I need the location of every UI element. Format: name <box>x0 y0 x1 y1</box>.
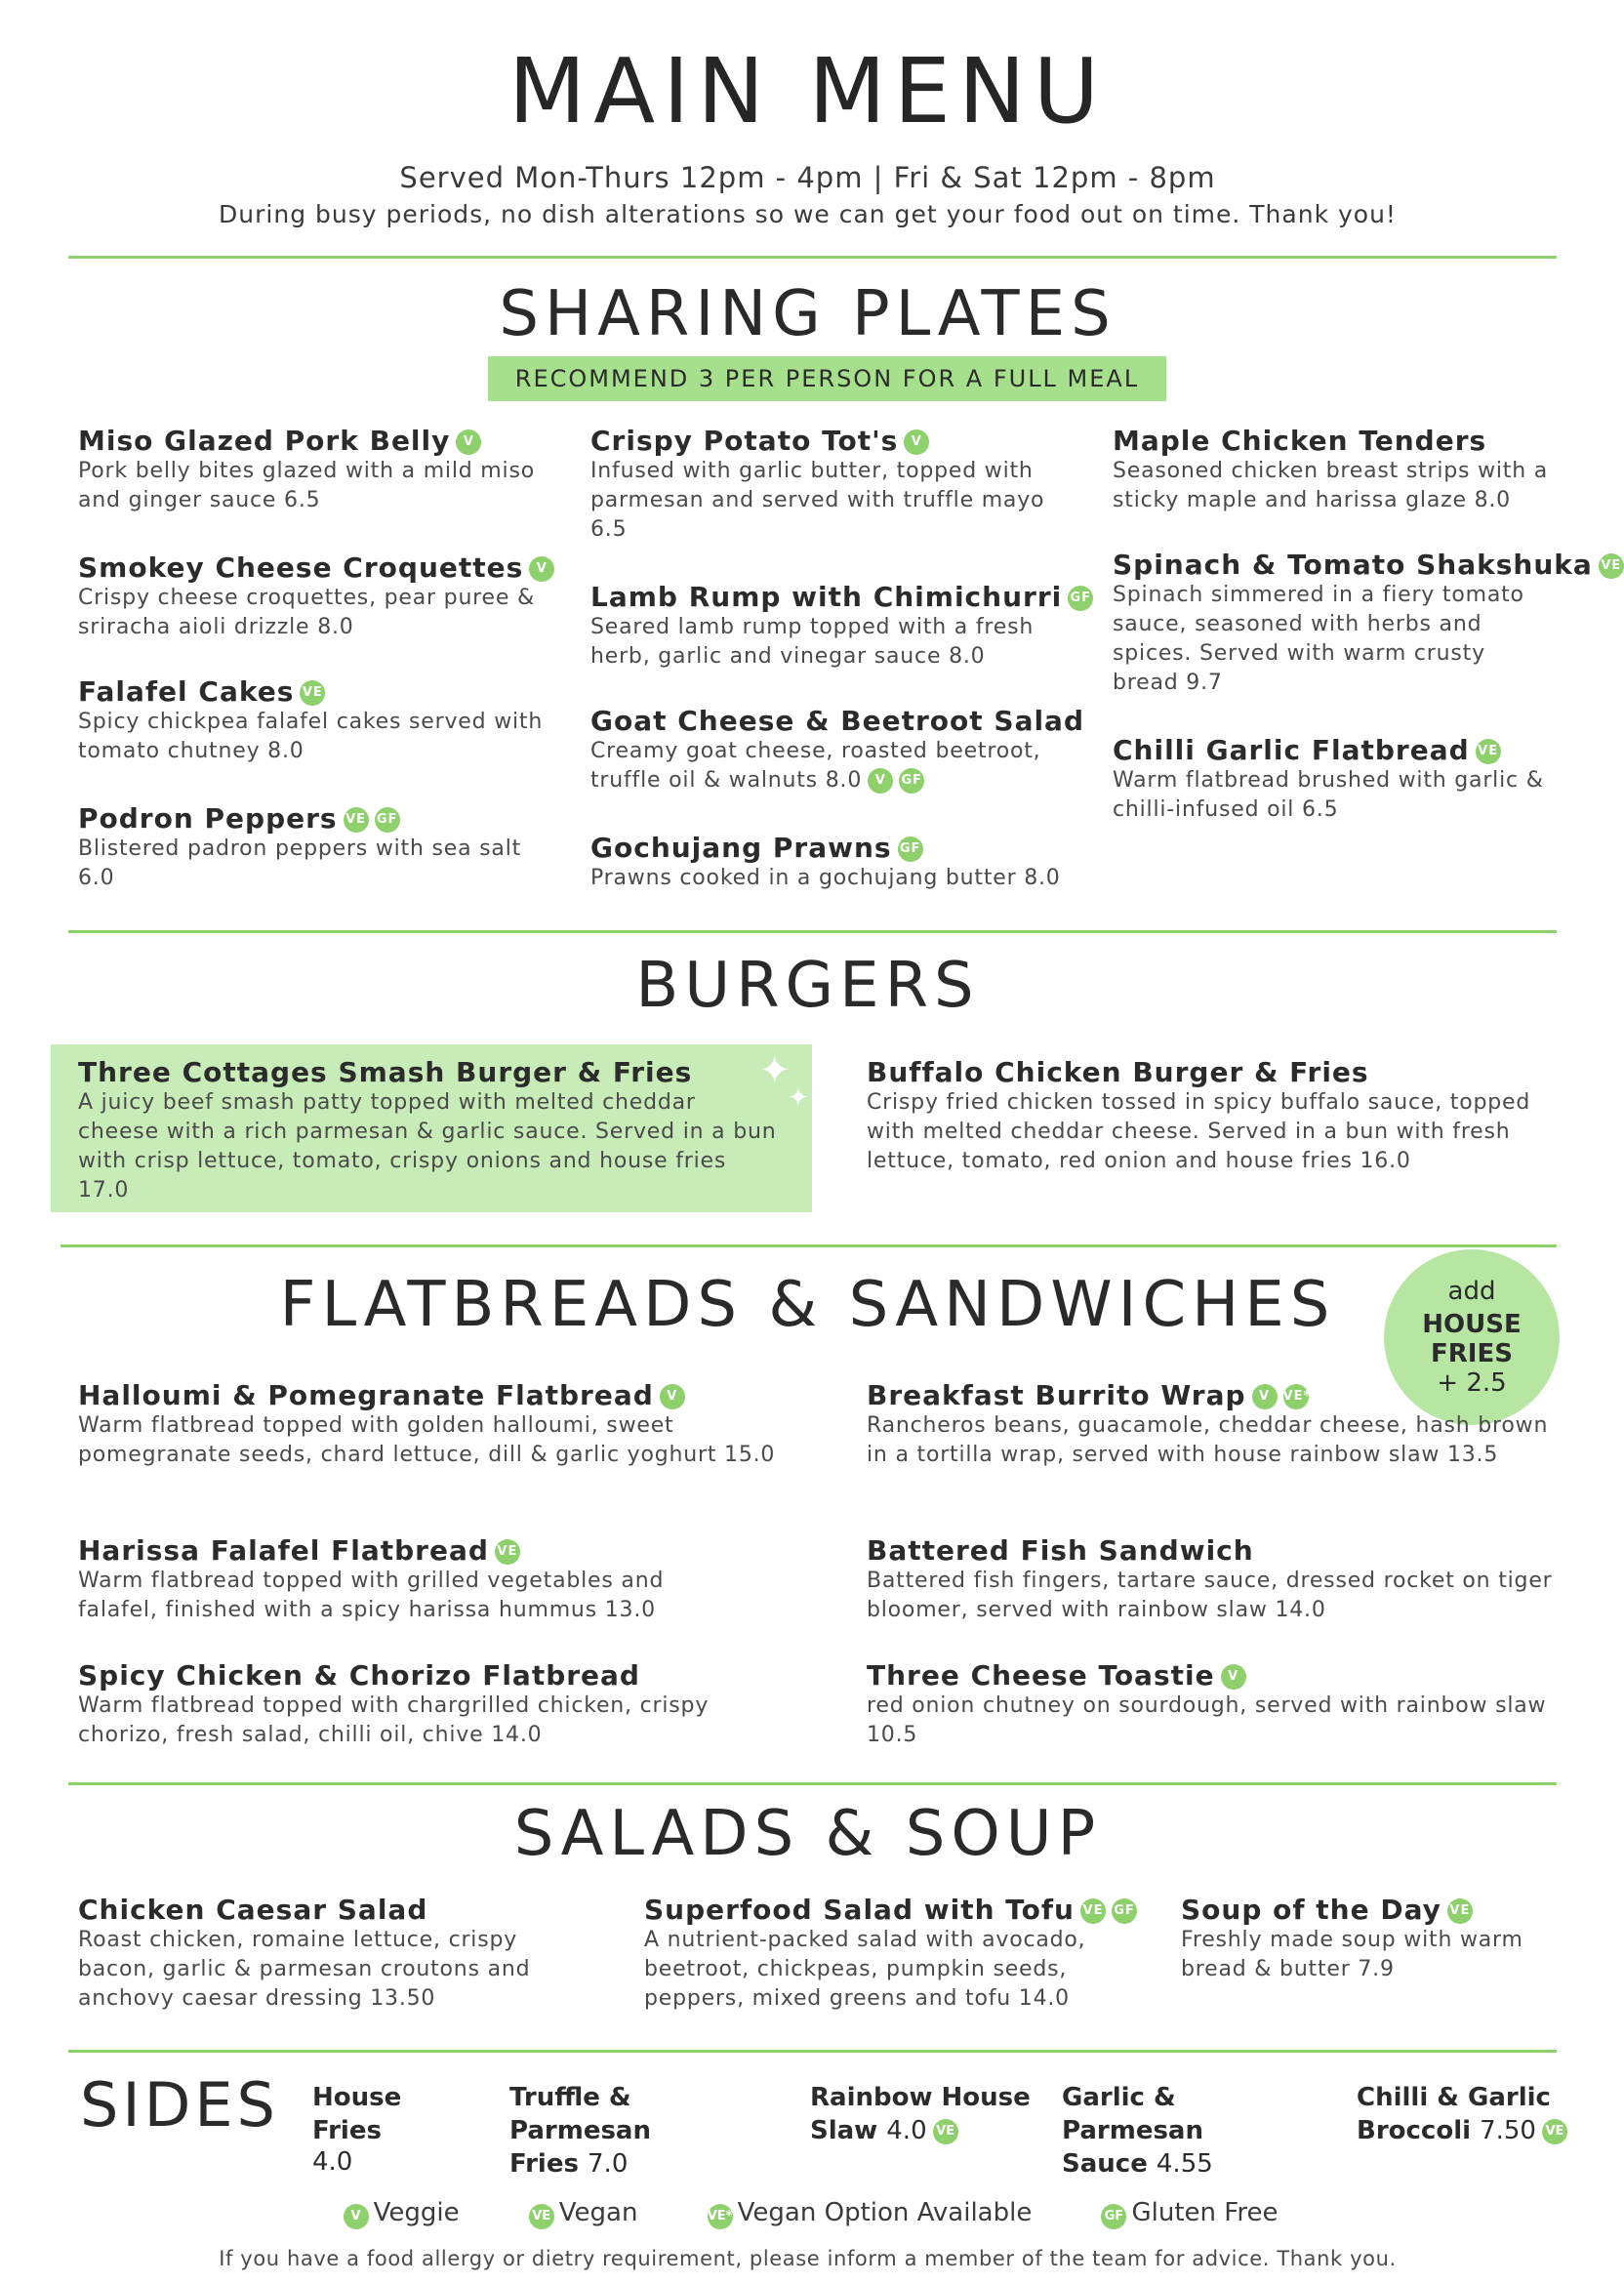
item-name: Chilli Garlic Flatbread <box>1113 734 1470 766</box>
divider <box>68 1782 1557 1785</box>
gluten-free-icon: GF <box>1112 1898 1137 1924</box>
side-name: Rainbow House <box>810 2083 1031 2112</box>
legend-item <box>702 2198 1033 2229</box>
item-desc: Spinach simmered in a fiery tomato sauce, seasoned with herbs and spices. Served with warm crusty bread 9.7 <box>1113 583 1524 695</box>
side-price: 4.0 <box>312 2147 353 2177</box>
item-name: Smokey Cheese Croquettes <box>78 551 524 584</box>
item-name: Breakfast Burrito Wrap <box>867 1379 1246 1411</box>
legend-label: Veggie <box>373 2198 460 2227</box>
vegan-icon: VE <box>1542 2119 1567 2144</box>
salad-item <box>78 1894 586 2014</box>
divider <box>68 256 1557 259</box>
veggie-icon: V <box>868 768 893 794</box>
sharing-item <box>78 802 556 893</box>
badge-line: FRIES <box>1431 1339 1513 1368</box>
item-name: Miso Glazed Pork Belly <box>78 425 451 457</box>
side-name: Slaw <box>810 2116 878 2145</box>
side-price: 4.55 <box>1156 2149 1213 2179</box>
sharing-item <box>78 551 556 642</box>
sharing-item <box>1113 425 1571 515</box>
item-desc: Warm flatbread brushed with garlic & chilli-infused oil 6.5 <box>1113 768 1544 822</box>
item-name: Soup of the Day <box>1181 1894 1441 1926</box>
item-desc: Pork belly bites glazed with a mild miso and ginger sauce 6.5 <box>78 459 535 512</box>
item-name: Three Cheese Toastie <box>867 1659 1215 1692</box>
side-name: Fries <box>509 2149 579 2179</box>
item-desc: Freshly made soup with warm bread & butter 7.9 <box>1181 1928 1523 1981</box>
item-name: Lamb Rump with Chimichurri <box>590 581 1063 613</box>
item-desc: Infused with garlic butter, topped with parmesan and served with truffle mayo 6.5 <box>590 459 1045 542</box>
sharing-item <box>1113 549 1622 698</box>
veggie-icon: V <box>904 429 929 455</box>
veggie-icon: V <box>1221 1664 1246 1690</box>
item-desc: Seared lamb rump topped with a fresh herb, garlic and vinegar sauce 8.0 <box>590 615 1035 669</box>
item-name: Buffalo Chicken Burger & Fries <box>867 1056 1369 1088</box>
legend-item <box>1095 2198 1278 2229</box>
side-item <box>1062 2081 1325 2181</box>
sharing-item <box>1113 734 1571 825</box>
side-name: Broccoli <box>1357 2116 1472 2145</box>
vegan-icon: VE <box>529 2204 554 2229</box>
item-desc: red onion chutney on sourdough, served with rainbow slaw 10.5 <box>867 1693 1547 1747</box>
vegan-option-icon: VE* <box>708 2204 733 2229</box>
notice-text: During busy periods, no dish alterations so we can get your food out on time. Thank you! <box>219 200 1397 228</box>
soup-item <box>1181 1894 1571 1984</box>
item-desc: Spicy chickpea falafel cakes served with tomato chutney 8.0 <box>78 710 544 763</box>
veggie-icon: V <box>1252 1384 1278 1409</box>
badge-price: + 2.5 <box>1437 1368 1507 1398</box>
item-desc: Roast chicken, romaine lettuce, crispy bacon, garlic & parmesan croutons and anchovy caesar dressing 13.50 <box>78 1928 531 2011</box>
side-item <box>509 2081 773 2181</box>
sharing-item <box>78 425 556 515</box>
gluten-free-icon: GF <box>1068 586 1093 611</box>
dietary-legend <box>0 2198 1615 2229</box>
side-name: Truffle & Parmesan <box>509 2083 651 2145</box>
badge-line: HOUSE <box>1422 1310 1522 1339</box>
sharing-item <box>590 581 1092 672</box>
side-price: 4.0 <box>886 2116 927 2145</box>
gluten-free-icon: GF <box>375 807 400 833</box>
item-name: Goat Cheese & Beetroot Salad <box>590 705 1084 737</box>
section-title-sharing: SHARING PLATES <box>499 278 1116 350</box>
divider <box>68 930 1557 933</box>
recommend-banner-text: RECOMMEND 3 PER PERSON FOR A FULL MEAL <box>514 365 1140 392</box>
badge-line: add <box>1447 1277 1496 1306</box>
flatbread-item <box>78 1659 761 1750</box>
sharing-item <box>590 705 1084 795</box>
recommend-banner <box>488 356 1166 401</box>
item-desc: Rancheros beans, guacamole, cheddar cheese, hash brown in a tortilla wrap, served with house rainbow slaw 13.5 <box>867 1413 1549 1467</box>
sparkle-icon: ✦ <box>788 1083 809 1113</box>
item-name: Superfood Salad with Tofu <box>644 1894 1075 1926</box>
gluten-free-icon: GF <box>1101 2204 1126 2229</box>
vegan-icon: VE <box>933 2119 958 2144</box>
vegan-icon: VE <box>1447 1898 1473 1924</box>
menu-title: MAIN MENU <box>508 39 1108 143</box>
item-desc: Warm flatbread topped with grilled vegetables and falafel, finished with a spicy harissa hummus 13.0 <box>78 1569 665 1622</box>
side-name: Sauce <box>1062 2149 1148 2179</box>
legend-item <box>523 2198 638 2229</box>
item-desc: Battered fish fingers, tartare sauce, dressed rocket on tiger bloomer, served with rainbow slaw 14.0 <box>867 1569 1553 1622</box>
sandwich-item <box>867 1659 1550 1750</box>
side-name: Garlic & Parmesan <box>1062 2083 1203 2145</box>
gluten-free-icon: GF <box>898 836 923 862</box>
divider <box>68 2050 1557 2053</box>
hours-text: Served Mon-Thurs 12pm - 4pm | Fri & Sat 12pm - 8pm <box>399 161 1216 194</box>
item-desc: Creamy goat cheese, roasted beetroot, truffle oil & walnuts 8.0 <box>590 739 1041 793</box>
veggie-icon: V <box>660 1384 685 1409</box>
allergy-footer: If you have a food allergy or dietry requirement, please inform a member of the team for advice. Thank you. <box>219 2247 1397 2270</box>
legend-item <box>338 2198 460 2229</box>
item-name: Three Cottages Smash Burger & Fries <box>78 1056 693 1088</box>
item-name: Battered Fish Sandwich <box>867 1534 1254 1567</box>
side-price: 7.0 <box>588 2149 629 2179</box>
item-name: Chicken Caesar Salad <box>78 1894 428 1926</box>
item-desc: Crispy fried chicken tossed in spicy buffalo sauce, topped with melted cheddar cheese. Served in a bun with fresh lettuce, tomato, red onion and house fries 16.0 <box>867 1090 1531 1173</box>
vegan-icon: VE <box>300 680 325 706</box>
item-desc: Seasoned chicken breast strips with a sticky maple and harissa glaze 8.0 <box>1113 459 1549 512</box>
side-item <box>1357 2081 1591 2147</box>
item-name: Halloumi & Pomegranate Flatbread <box>78 1379 654 1411</box>
item-name: Podron Peppers <box>78 802 338 835</box>
sharing-item <box>78 675 556 766</box>
side-name: Chilli & Garlic <box>1357 2083 1551 2112</box>
item-name: Spinach & Tomato Shakshuka <box>1113 549 1593 581</box>
sharing-item <box>590 425 1069 545</box>
section-title-burgers: BURGERS <box>635 950 980 1022</box>
item-desc: A nutrient-packed salad with avocado, beetroot, chickpeas, pumpkin seeds, peppers, mixed greens and tofu 14.0 <box>644 1928 1086 2011</box>
item-desc: Blistered padron peppers with sea salt 6.0 <box>78 836 522 890</box>
item-name: Harissa Falafel Flatbread <box>78 1534 489 1567</box>
veggie-icon: V <box>529 556 554 582</box>
section-title-sides: SIDES <box>80 2069 279 2141</box>
item-desc: Warm flatbread topped with chargrilled chicken, crispy chorizo, fresh salad, chilli oil, chive 14.0 <box>78 1693 710 1747</box>
salad-item <box>644 1894 1142 2014</box>
legend-label: Vegan Option Available <box>737 2198 1033 2227</box>
item-name: Falafel Cakes <box>78 675 295 708</box>
gluten-free-icon: GF <box>899 768 924 794</box>
section-title-flatbreads: FLATBREADS & SANDWICHES <box>279 1269 1336 1341</box>
item-name: Crispy Potato Tot's <box>590 425 899 457</box>
flatbread-item <box>78 1534 742 1625</box>
item-name: Spicy Chicken & Chorizo Flatbread <box>78 1659 640 1692</box>
item-desc: Crispy cheese croquettes, pear puree & sriracha aioli drizzle 8.0 <box>78 586 535 639</box>
vegan-icon: VE <box>1476 739 1501 764</box>
side-name: House Fries <box>312 2083 402 2145</box>
vegan-icon: VE <box>1080 1898 1106 1924</box>
sandwich-item <box>867 1379 1569 1470</box>
side-item <box>312 2081 478 2177</box>
item-desc: A juicy beef smash patty topped with melted cheddar cheese with a rich parmesan & garlic sauce. Served in a bun with crisp lettuce, tomato, crispy onions and house fries 17.0 <box>78 1090 777 1203</box>
item-desc: Warm flatbread topped with golden halloumi, sweet pomegranate seeds, chard lettuce, dill & garlic yoghurt 15.0 <box>78 1413 776 1467</box>
flatbread-item <box>78 1379 781 1470</box>
vegan-option-icon: VE* <box>1283 1384 1309 1409</box>
section-title-salads: SALADS & SOUP <box>513 1798 1102 1870</box>
side-price: 7.50 <box>1480 2116 1536 2145</box>
vegan-icon: VE <box>495 1539 520 1565</box>
sparkle-icon: ✦ <box>758 1048 792 1093</box>
item-name: Gochujang Prawns <box>590 832 892 864</box>
divider <box>61 1244 1557 1247</box>
side-item <box>810 2081 1044 2147</box>
vegan-icon: VE <box>344 807 369 833</box>
burger-item <box>867 1056 1569 1176</box>
veggie-icon: V <box>456 429 481 455</box>
featured-burger-highlight <box>51 1044 812 1212</box>
item-desc: Prawns cooked in a gochujang butter 8.0 <box>590 866 1061 890</box>
item-name: Maple Chicken Tenders <box>1113 425 1487 457</box>
sharing-item <box>590 832 1078 893</box>
legend-label: Gluten Free <box>1131 2198 1279 2227</box>
veggie-icon: V <box>344 2204 369 2229</box>
sandwich-item <box>867 1534 1569 1625</box>
vegan-icon: VE <box>1599 553 1624 579</box>
legend-label: Vegan <box>558 2198 638 2227</box>
